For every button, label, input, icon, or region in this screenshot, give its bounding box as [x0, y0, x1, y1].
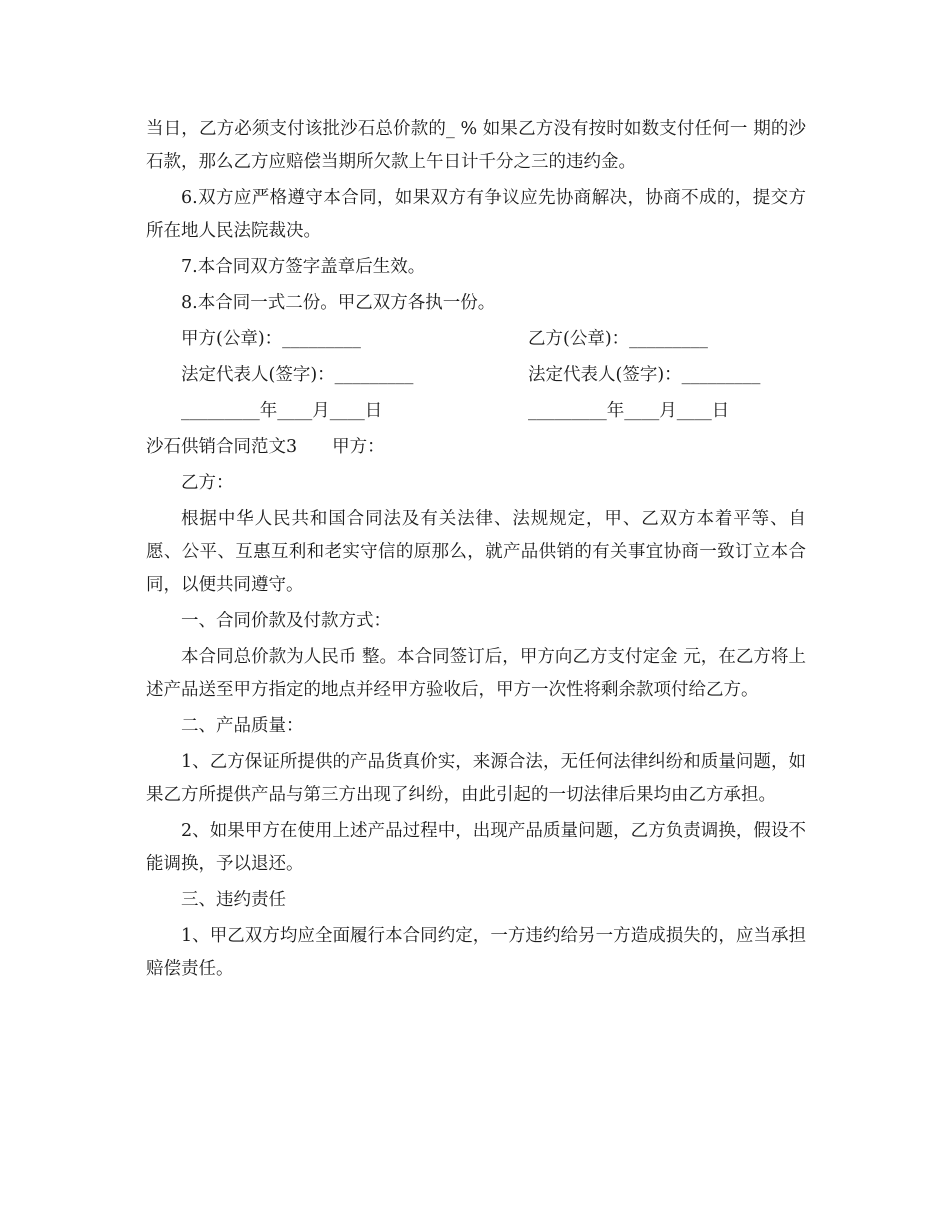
contract-3-party-b: 乙方： — [181, 473, 234, 493]
party-a-date-line: _________年____月____日 — [181, 401, 383, 421]
party-b-representative-line: 法定代表人(签字)：_________ — [528, 365, 761, 385]
party-b-seal-line: 乙方(公章)：_________ — [528, 329, 708, 349]
section-2-item-1: 1、乙方保证所提供的产品货真价实，来源合法，无任何法律纠纷和质量问题，如果乙方所提供产品与第三方出现了纠纷，由此引起的一切法律后果均由乙方承担。 — [146, 752, 806, 805]
section-3-item-1: 1、甲乙双方均应全面履行本合同约定，一方违约给另一方造成损失的，应当承担赔偿责任。 — [146, 926, 806, 979]
document-page — [146, 113, 806, 989]
section-3-title: 三、违约责任 — [181, 890, 286, 910]
party-b-date-line: _________年____月____日 — [528, 401, 730, 421]
contract-3-preamble: 根据中华人民共和国合同法及有关法律、法规规定，甲、乙双方本着平等、自愿、公平、互惠互利和老实守信的原那么，就产品供销的有关事宜协商一致订立本合同，以便共同遵守。 — [146, 509, 806, 595]
paragraph-clause-7: 7.本合同双方签字盖章后生效。 — [181, 257, 426, 277]
party-a-representative-line: 法定代表人(签字)：_________ — [181, 365, 414, 385]
paragraph-clause-6: 6.双方应严格遵守本合同，如果双方有争议应先协商解决，协商不成的，提交方所在地人民法院裁决。 — [146, 188, 806, 241]
signature-row-representative — [146, 359, 806, 395]
party-a-seal-line: 甲方(公章)：_________ — [181, 329, 361, 349]
contract-3-title-line: 沙石供销合同范文3 甲方： — [146, 437, 385, 457]
signature-row-date — [146, 395, 806, 431]
paragraph-clause-8: 8.本合同一式二份。甲乙双方各执一份。 — [181, 293, 496, 313]
signature-row-seal — [146, 323, 806, 359]
section-1-title: 一、合同价款及付款方式： — [181, 611, 391, 631]
section-2-title: 二、产品质量： — [181, 716, 304, 736]
section-1-body: 本合同总价款为人民币 整。本合同签订后，甲方向乙方支付定金 元，在乙方将上述产品送至甲方指定的地点并经甲方验收后，甲方一次性将剩余款项付给乙方。 — [146, 647, 806, 700]
paragraph-payment-terms: 当日，乙方必须支付该批沙石总价款的_ % 如果乙方没有按时如数支付任何一 期的沙石款，那么乙方应赔偿当期所欠款上午日计千分之三的违约金。 — [146, 119, 806, 172]
section-2-item-2: 2、如果甲方在使用上述产品过程中，出现产品质量问题，乙方负责调换，假设不能调换，予以退还。 — [146, 821, 806, 874]
